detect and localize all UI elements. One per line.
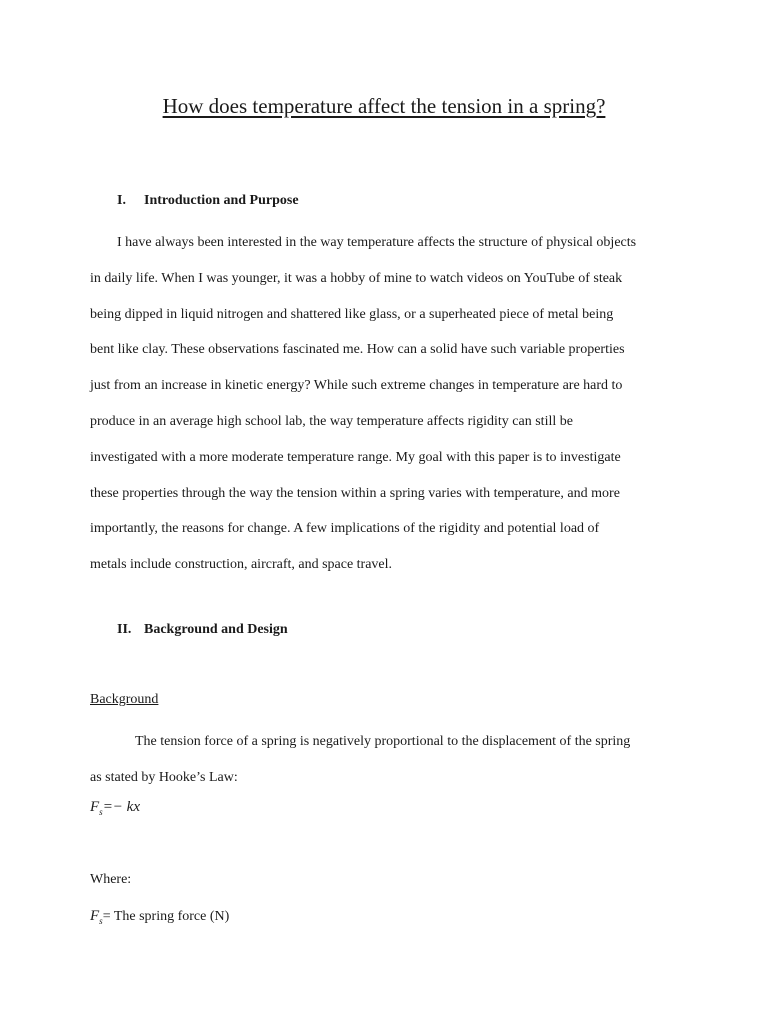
paragraph-line: importantly, the reasons for change. A few implications of the rigidity and potential load of	[90, 521, 600, 537]
paragraph-line: metals include construction, aircraft, and space travel.	[90, 557, 393, 573]
section-title: Introduction and Purpose	[144, 193, 299, 208]
formula-symbol: F	[90, 799, 100, 815]
section-number: II.	[117, 622, 132, 637]
definition-subscript: s	[99, 915, 103, 926]
title-text: How does temperature affect the tension in a spring?	[162, 94, 606, 118]
section-number: I.	[117, 193, 126, 208]
paragraph-line: produce in an average high school lab, the way temperature affects rigidity can still be	[90, 413, 573, 429]
section-title: Background and Design	[144, 622, 288, 637]
paragraph-line: as stated by Hooke’s Law:	[90, 769, 238, 785]
section-heading-background	[117, 621, 288, 639]
formula-subscript: s	[99, 807, 103, 817]
definition-text: = The spring force (N)	[102, 909, 230, 924]
hookes-law-formula	[90, 797, 140, 822]
paragraph-line: in daily life. When I was younger, it was a hobby of mine to watch videos on YouTube of steak	[90, 270, 623, 286]
paragraph-line: these properties through the way the tension within a spring varies with temperature, and more	[90, 485, 620, 501]
paragraph-line: I have always been interested in the way temperature affects the structure of physical objects	[117, 235, 637, 250]
where-label: Where:	[90, 872, 132, 887]
document-title	[0, 93, 768, 119]
introduction-paragraph	[90, 225, 690, 583]
background-paragraph	[90, 724, 690, 796]
definition-symbol: F	[90, 908, 100, 924]
subheading-background: Background	[90, 692, 159, 707]
paragraph-line: bent like clay. These observations fascinated me. How can a solid have such variable properties	[90, 342, 625, 358]
variable-definition	[90, 906, 229, 931]
paragraph-line: The tension force of a spring is negatively proportional to the displacement of the spring	[135, 734, 631, 749]
paragraph-line: being dipped in liquid nitrogen and shattered like glass, or a superheated piece of metal being	[90, 306, 614, 322]
paragraph-line: just from an increase in kinetic energy? While such extreme changes in temperature are hard to	[90, 378, 623, 394]
paragraph-line: investigated with a more moderate temperature range. My goal with this paper is to investigate	[90, 449, 621, 465]
section-heading-introduction	[117, 192, 299, 210]
formula-rhs: =− kx	[102, 799, 140, 815]
